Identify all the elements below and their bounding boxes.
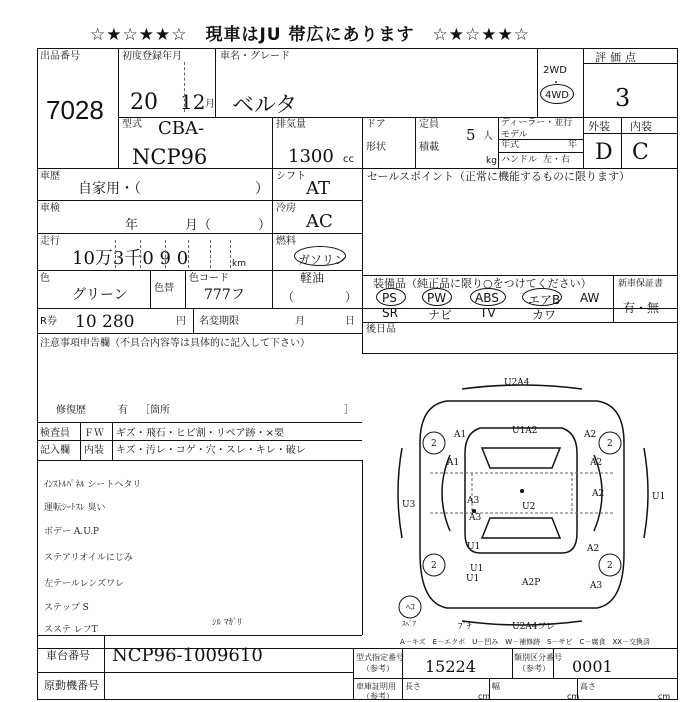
ac-label: 冷房 [276, 203, 296, 214]
diagram-mark: U1A2 [512, 426, 538, 436]
remark-extra: ｼﾙ ﾏｶﾞﾘ [212, 618, 242, 628]
repair-place: ［箇所 [140, 405, 170, 416]
banner: ☆★☆★★☆ 現車はJU 帯広にあります ☆★☆★★☆ [90, 25, 530, 45]
equipment-ps: PS [382, 291, 397, 305]
doors-label: ドア [366, 119, 386, 130]
fuel-open: （ [282, 290, 295, 304]
diagram-mark: A3 [469, 513, 482, 523]
equipment-airbag: エアB [528, 293, 561, 307]
car-damage-diagram [362, 353, 678, 635]
mileage-value: 10万3千0 9 0 [72, 248, 189, 269]
displacement-unit: cc [343, 154, 354, 165]
diagram-mark: U2A4フレ [512, 622, 556, 632]
diagram-mark: 2 [431, 439, 437, 449]
year-label: 年式 [501, 140, 520, 150]
dimensions-length-unit: cm [478, 692, 491, 701]
steering-label: ハンドル [501, 155, 538, 165]
diagram-mark: A1 [447, 458, 460, 468]
recycle-value: 10 280 [75, 312, 135, 332]
diagram-mark: ｽﾍﾟｱ [402, 620, 416, 628]
equipment-pw: PW [427, 291, 447, 305]
ac-value: AC [306, 211, 333, 232]
equipment-sr: SR [382, 306, 398, 320]
fuel-close: ） [345, 290, 358, 304]
warranty-label: 新車保証書 [618, 279, 664, 289]
equipment-leather: カワ [532, 308, 557, 322]
equipment-navi: ナビ [428, 308, 453, 322]
dimensions-height: 高さ [580, 682, 596, 691]
class-no-value: 0001 [572, 657, 613, 676]
diagram-mark: ﾌﾞﾁ [458, 622, 472, 632]
type-designation-label: 型式指定番号 [356, 653, 404, 662]
equipment-ps-circle [376, 288, 406, 306]
equipment-label: 装備品（純正品に限り○をつけてください） [373, 277, 592, 290]
rating-value: 3 [615, 84, 631, 112]
inspection-label: 車検 [40, 203, 60, 214]
entry-items: キズ・汚レ・コゲ・穴・スレ・キレ・破レ [116, 445, 306, 456]
sales-point-label: セールスポイント（正常に機能するものに限ります） [367, 170, 631, 183]
diagram-mark: U1 [467, 542, 481, 552]
fuel-gasoline: ガソリン [298, 253, 347, 267]
ext-value: D [595, 140, 613, 165]
equipment-abs-circle [470, 288, 506, 306]
remark-line: ボデー A.U.P [44, 527, 99, 537]
entry-label: 記入欄 [40, 445, 70, 456]
type-designation-sub: （参考） [362, 664, 394, 673]
color-code-label: 色コード [189, 273, 229, 284]
diagram-mark: ﾍｺ [406, 603, 416, 613]
remark-line: 運転ｼｰﾄｽﾚ 臭い [44, 503, 106, 513]
damage-legend: A－キズ E－エクボ U－凹み W－補修跡 S－サビ C－腐食 XX－交換済 [400, 638, 651, 646]
lot-number: 7028 [46, 95, 104, 125]
entry-interior: 内装 [84, 445, 104, 456]
diagram-mark: 2 [431, 561, 437, 571]
fuel-gasoline-circle [294, 246, 346, 266]
int-value: C [632, 140, 649, 165]
ext-label: 外装 [588, 120, 610, 133]
chassis-label: 車台番号 [46, 649, 90, 662]
type-designation-value: 15224 [425, 657, 476, 676]
equipment-tv: TV [480, 306, 496, 320]
inspector-label: 検査員 [40, 428, 70, 439]
remark-line: 左テールレンズワレ [44, 579, 125, 589]
year-unit: 年 [568, 140, 578, 150]
inspection-close: ） [258, 218, 272, 233]
repair-label: 修復歴 [56, 405, 86, 416]
int-label: 内装 [630, 120, 652, 133]
remark-line: ステップ S [44, 603, 89, 613]
mileage-unit: km [232, 259, 246, 269]
remark-line: ｲﾝｽﾄﾙﾊﾟﾈﾙ シートヘタリ [44, 480, 142, 490]
color-change-label: 色替 [154, 283, 174, 294]
dimensions-sub: （参考） [362, 692, 394, 701]
fuel-light-oil: 軽油 [300, 271, 325, 285]
diagram-mark: U2 [522, 502, 536, 512]
shift-label: シフト [276, 171, 306, 182]
displacement-value: 1300 [288, 146, 334, 167]
diagram-mark: A1 [454, 430, 467, 440]
history-value: 自家用・（ [78, 181, 141, 197]
displacement-label: 排気量 [276, 119, 306, 130]
equipment-pw-circle [422, 288, 452, 306]
drive-4wd: 4WD [545, 90, 569, 101]
inspection-year: 年 [125, 218, 139, 233]
name-change-month: 月 [295, 316, 305, 327]
model-type-value: NCP96 [132, 145, 208, 169]
drive-2wd: 2WD [543, 65, 567, 76]
remark-line: スステ レフT [44, 625, 98, 635]
diagram-mark: U3 [402, 500, 416, 510]
repair-has: 有 [118, 405, 128, 416]
diagram-mark: A3 [590, 581, 603, 591]
equipment-aw: AW [580, 291, 600, 305]
dealer-label: ディーラー・並行 [501, 118, 573, 128]
name-change-label: 名変期限 [199, 316, 239, 327]
diagram-mark: A2 [590, 458, 603, 468]
car-name: ベルタ [232, 93, 298, 118]
capacity-label: 定員 [419, 119, 439, 130]
history-label: 車歴 [40, 171, 60, 182]
equipment-abs: ABS [475, 291, 499, 305]
inspection-month: 月（ [185, 218, 212, 233]
dimensions-length: 長さ [405, 682, 421, 691]
color-label: 色 [40, 273, 50, 284]
lot-label: 出品番号 [40, 51, 80, 62]
dimensions-height-unit: cm [658, 692, 671, 701]
repair-close: ］ [344, 405, 354, 416]
diagram-mark: U2A4 [504, 378, 530, 388]
dimensions-width-unit: cm [567, 692, 580, 701]
drive-dot: ・ [551, 78, 561, 89]
color-value: グリーン [72, 287, 128, 303]
shift-value: AT [306, 178, 331, 199]
model-type-label: 型式 [122, 119, 142, 130]
after-date-label: 後日品 [366, 324, 396, 335]
first-reg-year: 20 [130, 90, 158, 115]
chassis-value: NCP96-1009610 [112, 645, 263, 666]
load-label: 積載 [419, 142, 439, 153]
diagram-mark: A2 [587, 544, 600, 554]
capacity-value: 5 [466, 126, 476, 144]
capacity-unit: 人 [483, 131, 493, 142]
notes-label: 注意事項申告欄（不具合内容等は具体的に記入して下さい） [40, 338, 310, 349]
steering-options: 左・右 [543, 155, 571, 165]
diagram-mark: U1 [652, 492, 666, 502]
inspector-fw: ＦＷ [84, 428, 104, 439]
equipment-airbag-circle [522, 288, 562, 306]
load-unit: kg [486, 156, 497, 166]
inspector-items: ギズ・飛石・ヒビ割・リペア跡・×要 [116, 428, 284, 439]
diagram-mark: U1 [470, 564, 484, 574]
first-reg-month: 12 [180, 90, 206, 114]
fuel-label: 燃料 [276, 236, 296, 247]
diagram-mark: A2 [584, 430, 597, 440]
rating-label: 評価点 [595, 51, 640, 64]
mileage-label: 走行 [40, 236, 60, 247]
shape-label: 形状 [366, 142, 386, 153]
drive-4wd-circle [540, 84, 574, 104]
class-no-sub: （参考） [518, 664, 550, 673]
dimensions-width: 幅 [492, 682, 500, 691]
first-reg-label: 初度登録年月 [122, 51, 182, 62]
warranty-options: 有・無 [623, 301, 660, 315]
name-change-day: 日 [345, 316, 355, 327]
diagram-mark: A2P [522, 578, 541, 588]
diagram-mark: 2 [607, 561, 613, 571]
class-no-label: 類別区分番号 [514, 653, 562, 662]
diagram-mark: A3 [467, 496, 480, 506]
recycle-unit: 円 [176, 316, 186, 327]
first-reg-month-unit: 月 [205, 99, 215, 110]
model-type-prefix: CBA- [158, 118, 205, 139]
remark-line: ステアリオイルにじみ [44, 553, 133, 563]
car-name-label: 車名・グレード [220, 51, 290, 62]
dimensions-label: 車庫証明用 [356, 682, 396, 691]
history-close: ） [255, 181, 269, 197]
diagram-mark: 2 [607, 439, 613, 449]
engine-no-label: 原動機番号 [44, 679, 99, 692]
color-code-value: 777フ [204, 287, 245, 303]
diagram-mark: U1 [466, 574, 480, 584]
diagram-mark: A2 [592, 489, 605, 499]
model-label: モデル [501, 130, 528, 140]
recycle-label: R券 [40, 316, 57, 327]
